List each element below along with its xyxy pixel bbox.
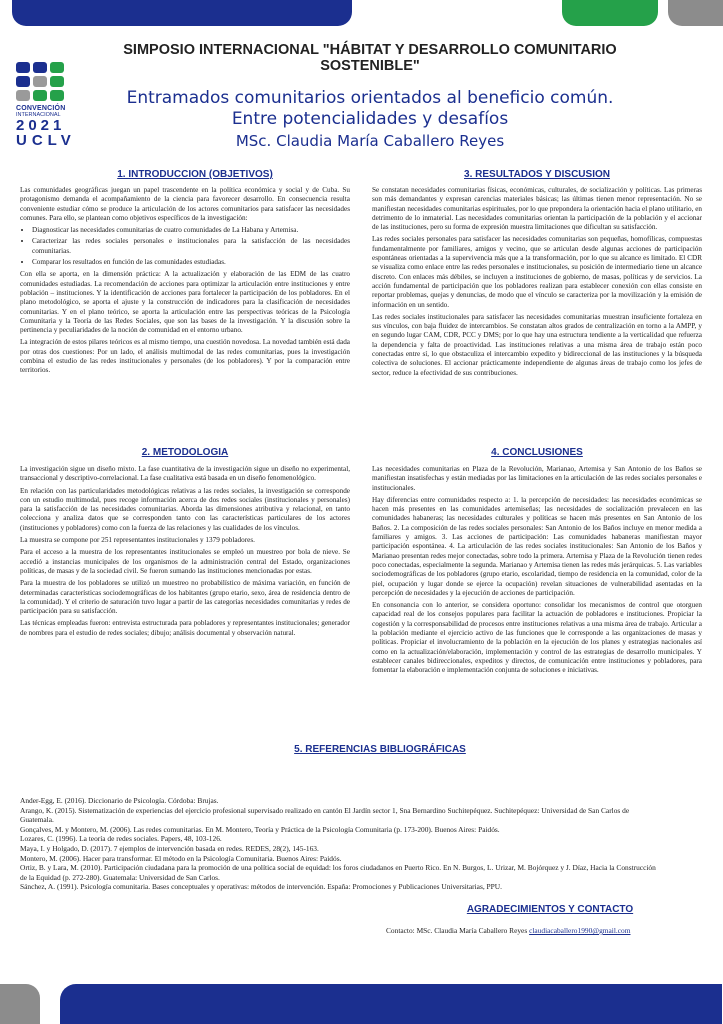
contact-line bbox=[386, 926, 631, 935]
reference-item: Sánchez, A. (1991). Psicología comunitaria. Bases conceptuales y operativas: métodos de intervención. España: Promociones y Publicaciones Universitarias, PPU. bbox=[20, 882, 502, 892]
thanks-title: AGRADECIMIENTOS Y CONTACTO bbox=[466, 904, 634, 915]
method-paragraph: Para el acceso a la muestra de los representantes institucionales se empleó un muestreo por bola de nieve. Se accedió a instancias municipales de los organismos de la administración central del Estado, organizaciones políticas, de masas y de la sociedad civil. Se fueron sumando las instituciones mencionadas por estas. bbox=[20, 548, 350, 575]
top-bar-gray bbox=[668, 0, 723, 26]
conclusions-title: 4. CONCLUSIONES bbox=[491, 447, 583, 458]
results-title: 3. RESULTADOS Y DISCUSION bbox=[464, 169, 610, 180]
poster-title-line2: Entre potencialidades y desafíos bbox=[231, 109, 509, 129]
results-paragraph: Las redes sociales personales para satisfacer las necesidades comunitarias son pequeñas, homofílicas, compuestas fundamentalmente por familiares, amigos y vecino, que se articulan desde algunas acciones de participación espontáneas orientadas a la supervivencia más que a la transformación, por lo que su alcance es limitado. El CDR se visualiza como enlace entre las redes personales e institucionales, su posición de intermediario tiene un alcance discreto. Con enlaces más débiles, se incluyen a instituciones de gobierno, de masas, políticas y de servicios. La acción fundamental de participación que los pobladores realizan para establecer conexión con ellas consiste en reportar problemas, quejas y denuncias, de modo que el vínculo se caracteriza por la movilización y la emisión de información en un sentido. bbox=[372, 235, 702, 309]
reference-item: Ortiz, B. y Lara, M. (2010). Participación ciudadana para la promoción de una política social de equidad: los foros ciudadanos en Puerto Rico. En N. Burgos, L. Urizar, M. Bojórquez y J. Díaz, Hacia la Construcción de la Equidad (p. 272-280). Guatemala: Universidad de San Carlos. bbox=[20, 863, 656, 882]
logo-text-year: 2021 bbox=[16, 117, 66, 134]
list-item: • Diagnosticar las necesidades comunitarias de cuatro comunidades de La Habana y Artemisa. bbox=[32, 226, 350, 235]
intro-paragraph: La integración de estos pilares teóricos es al mismo tiempo, una cuestión novedosa. La novedad también está dada por otras dos cuestiones: Por un lado, el análisis multimodal de las redes comunitarias, pues la investigación combina el estudio de las redes institucionales y personales (de los pobladores). Y por la comparación entre territorios. bbox=[20, 338, 350, 375]
intro-paragraph: Con ella se aporta, en la dimensión práctica: A la actualización y elaboración de las EDM de las cuatro comunidades estudiadas. La recomendación de acciones para optimizar la articulación entre instituciones y entre población – instituciones. Y la identificación de acciones para fortalecer la participación de los pobladores. En el plano metodológico, se aporta el ajuste y la construcción de indicadores para la clasificación de necesidades comunitarias. Y en el plano teórico, se aporta la articulación entre las perspectivas teóricas de la Psicología Comunitaria y la Teoría de las Redes Sociales, que son las bases de la investigación. Y la discusión sobre la pertinencia y peculiaridades de la noción de comunidad en el entorno urbano. bbox=[20, 270, 350, 335]
intro-paragraph: Las comunidades geográficas juegan un papel trascendente en la política económica y social y de Cuba. Su protagonismo demanda el acompañamiento de la ciencia para favorecer desarrollo. En consecuencia resulta conveniente estudiar cómo se produce la articulación de los actores comunitarios para satisfacer las necesidades comunes. Para ello, se plantean como objetivos específicos de la investigación: bbox=[20, 186, 350, 222]
reference-item: Arango, K. (2015). Sistematización de experiencias del ejercicio profesional supervisado realizado en cantón El Jardín sector 1, Sna Bernardino Suchitepéquez. Suchitepéquez: Universidad de San Carlos de Guatemala. bbox=[20, 805, 630, 825]
contact-label: Contacto: MSc. Claudia María Caballero Reyes bbox=[386, 926, 528, 935]
method-paragraph: Las técnicas empleadas fueron: entrevista estructurada para pobladores y representantes institucionales; generador de nombres para el estudio de redes sociales; dibujo; análisis documental y observación natural. bbox=[20, 619, 350, 637]
logo-text-org: UCLV bbox=[16, 132, 76, 149]
method-body bbox=[20, 465, 350, 641]
conclusions-paragraph: Las necesidades comunitarias en Plaza de la Revolución, Marianao, Artemisa y San Antonio de los Baños se manifiestan insatisfechas y están mediadas por las limitaciones en la articulación de las redes sociales personales e institucionales. bbox=[372, 465, 702, 492]
bottom-bar-blue bbox=[60, 984, 722, 1024]
method-title: 2. METODOLOGIA bbox=[141, 447, 229, 458]
top-bar-green bbox=[562, 0, 658, 26]
references-list bbox=[20, 796, 660, 892]
symposium-title-line1: SIMPOSIO INTERNACIONAL "HÁBITAT Y DESARROLLO COMUNITARIO bbox=[123, 42, 617, 58]
reference-item: Montero, M. (2006). Hacer para transformar. El método en la Psicología Comunitaria. Buenos Aires: Paidós. bbox=[20, 853, 342, 863]
author-name: MSc. Claudia María Caballero Reyes bbox=[235, 132, 505, 150]
conclusions-paragraph: Hay diferencias entre comunidades respecto a: 1. la percepción de necesidades: las necesidades económicas se hacen más presentes en las comunidades artemiseñas; las necesidades de socialización prevalecen en las comunidades habaneras; las necesidades culturales y políticas se hacen más presentes en San Antonio de los Baños. 2. La composición de las redes sociales personales: San Antonio de los Baños incluye en menor medida a familiares y amigos. 3. Las acciones de participación: Las comunidades habaneras manifiestan mayor participación espontánea. 4. La articulación de las redes sociales institucionales: San Antonio de los Baños y Marianao presentan redes mejor conectadas, sobre todo la primera. Artemisa y Plaza de la Revolución tienen redes poco conectadas, especialmente la segunda. Marianao y Artemisa tienen las redes más jerárquicas. 5. Las variables sociodemográficas de los pobladores (grupo etario, escolaridad, tiempo de residencia en la comunidad, color de la piel, ocupación y lugar donde se ejerce la ocupación) revelan situaciones de vulnerabilidad asentadas en la percepción de necesidades y la ejecución de acciones de participación. bbox=[372, 495, 702, 597]
reference-item: Lozares, C. (1996). La teoría de redes sociales. Papers, 48, 103-126. bbox=[20, 834, 222, 844]
reference-item: Maya, I. y Holgado, D. (2017). 7 ejemplos de intervención basada en redes. REDES, 28(2), 145-163. bbox=[20, 843, 319, 853]
symposium-title bbox=[100, 42, 640, 74]
method-paragraph: La muestra se compone por 251 representantes institucionales y 1379 pobladores. bbox=[20, 536, 255, 545]
reference-item: Gonçalves, M. y Montero, M. (2006). Las redes comunitarias. En M. Montero, Teoría y Práctica de la Psicología Comunitaria (p. 173-200). Buenos Aires: Paidós. bbox=[20, 824, 500, 834]
objectives-list bbox=[20, 226, 350, 267]
results-body bbox=[372, 186, 702, 381]
symposium-title-line2: SOSTENIBLE" bbox=[320, 58, 420, 74]
method-paragraph: Para la muestra de los pobladores se utilizó un muestreo no probabilístico de máxima variación, en función de determinadas características sociodemográficas de los habitantes (grupo etario, sexo, área de residencia dentro de la comunidad). Y el criterio de saturación tuvo lugar a partir de las categorías necesidades comunitarias y redes de participación para su satisfacción. bbox=[20, 579, 350, 616]
convention-logo bbox=[16, 62, 76, 149]
method-paragraph: La investigación sigue un diseño mixto. La fase cuantitativa de la investigación sigue un diseño no experimental, transaccional y descriptivo-correlacional. La fase cualitativa está basada en un diseño fenomenológico. bbox=[20, 465, 350, 483]
intro-body bbox=[20, 186, 350, 379]
intro-title: 1. INTRODUCCION (OBJETIVOS) bbox=[117, 169, 273, 180]
references-title: 5. REFERENCIAS BIBLIOGRÁFICAS bbox=[294, 744, 466, 755]
conclusions-body bbox=[372, 465, 702, 679]
logo-text-convencion: CONVENCIÓN bbox=[16, 105, 66, 112]
bottom-bar-gray bbox=[0, 984, 40, 1024]
list-item: • Comparar los resultados en función de las comunidades estudiadas. bbox=[32, 258, 350, 267]
conclusions-paragraph: En consonancia con lo anterior, se considera oportuno: consolidar los mecanismos de control que otorguen capacidad real de los consejos populares para facilitar la actuación de pobladores e instituciones. Propiciar la cogestión y la corresponsabilidad de procesos entre instituciones relativas a una misma área de trabajo. Articular a la población mediante el ejercicio activo de las funciones que le corresponde a las organizaciones de masas y políticas. Propiciar el involucramiento de la población en la ejecución de los planes y estrategias nacionales así como en la actualización/elaboración, implementación y control de las estrategias de desarrollo municipales. Y establecer canales bidireccionales, expeditos y directos, de comunicación entre instituciones y pobladores, para fomentar la elaboración e implementación conjunta de soluciones e iniciativas. bbox=[372, 601, 702, 675]
logo-mark-icon bbox=[16, 62, 66, 101]
list-item: • Caracterizar las redes sociales personales e institucionales para la satisfacción de las necesidades comunitarias. bbox=[32, 237, 350, 256]
poster-title bbox=[100, 88, 640, 130]
method-paragraph: En relación con las particularidades metodológicas relativas a las redes sociales, la investigación se corresponde con un estudio multimodal, pues recoge información acerca de dos redes sociales (institucionales y personales) para la satisfacción de las necesidades comunitarias. Aborda las dimensiones atributiva y relacional, en tanto colecciona y analiza datos que se corresponden tanto con las características particulares de los actores (instituciones y pobladores) como con la fuerza de las relaciones y las cualidades de los vínculos. bbox=[20, 486, 350, 532]
contact-email-link[interactable]: claudiacaballero1990@gmail.com bbox=[529, 926, 631, 935]
results-paragraph: Se constatan necesidades comunitarias físicas, económicas, culturales, de socialización y políticas. Las primeras son más demandantes y expresan carencias materiales básicas; las últimas tienen menor representación. No se manifiestan necesidades comunitarias espirituales, por lo que prepondera la orientación hacia el plano utilitario, en detrimento de lo inmaterial. Las necesidades comunitarias orientan la participación de la población y el accionar de las instituciones, pero su forma de expresión muestra limitaciones que dificultan su satisfacción. bbox=[372, 186, 702, 232]
top-bar-blue bbox=[12, 0, 352, 26]
logo-text-internacional: INTERNACIONAL bbox=[16, 112, 61, 118]
poster-title-line1: Entramados comunitarios orientados al beneficio común. bbox=[126, 88, 614, 108]
results-paragraph: Las redes sociales institucionales para satisfacer las necesidades comunitarias muestran insuficiente fortaleza en sus vínculos, con baja fluidez de intercambios. Se constatan altos grados de centralización en torno a la AMPP, y en segundo lugar CAM, CDR, PCC y DMS; por lo que hay una estructura tendiente a la verticalidad que refuerza la dependencia y falta de proactividad. Las instituciones relativas a una misma área de trabajo están poco conectadas entre sí, lo que obstaculiza el intercambio expedito y bidireccional de las instituciones y la búsqueda colectiva de soluciones. El accionar prácticamente independiente de algunas áreas de trabajo como los jefes de sector, reduce la efectividad de sus contribuciones. bbox=[372, 312, 702, 377]
reference-item: Ander-Egg, E. (2016). Diccionario de Psicología. Córdoba: Brujas. bbox=[20, 796, 219, 805]
